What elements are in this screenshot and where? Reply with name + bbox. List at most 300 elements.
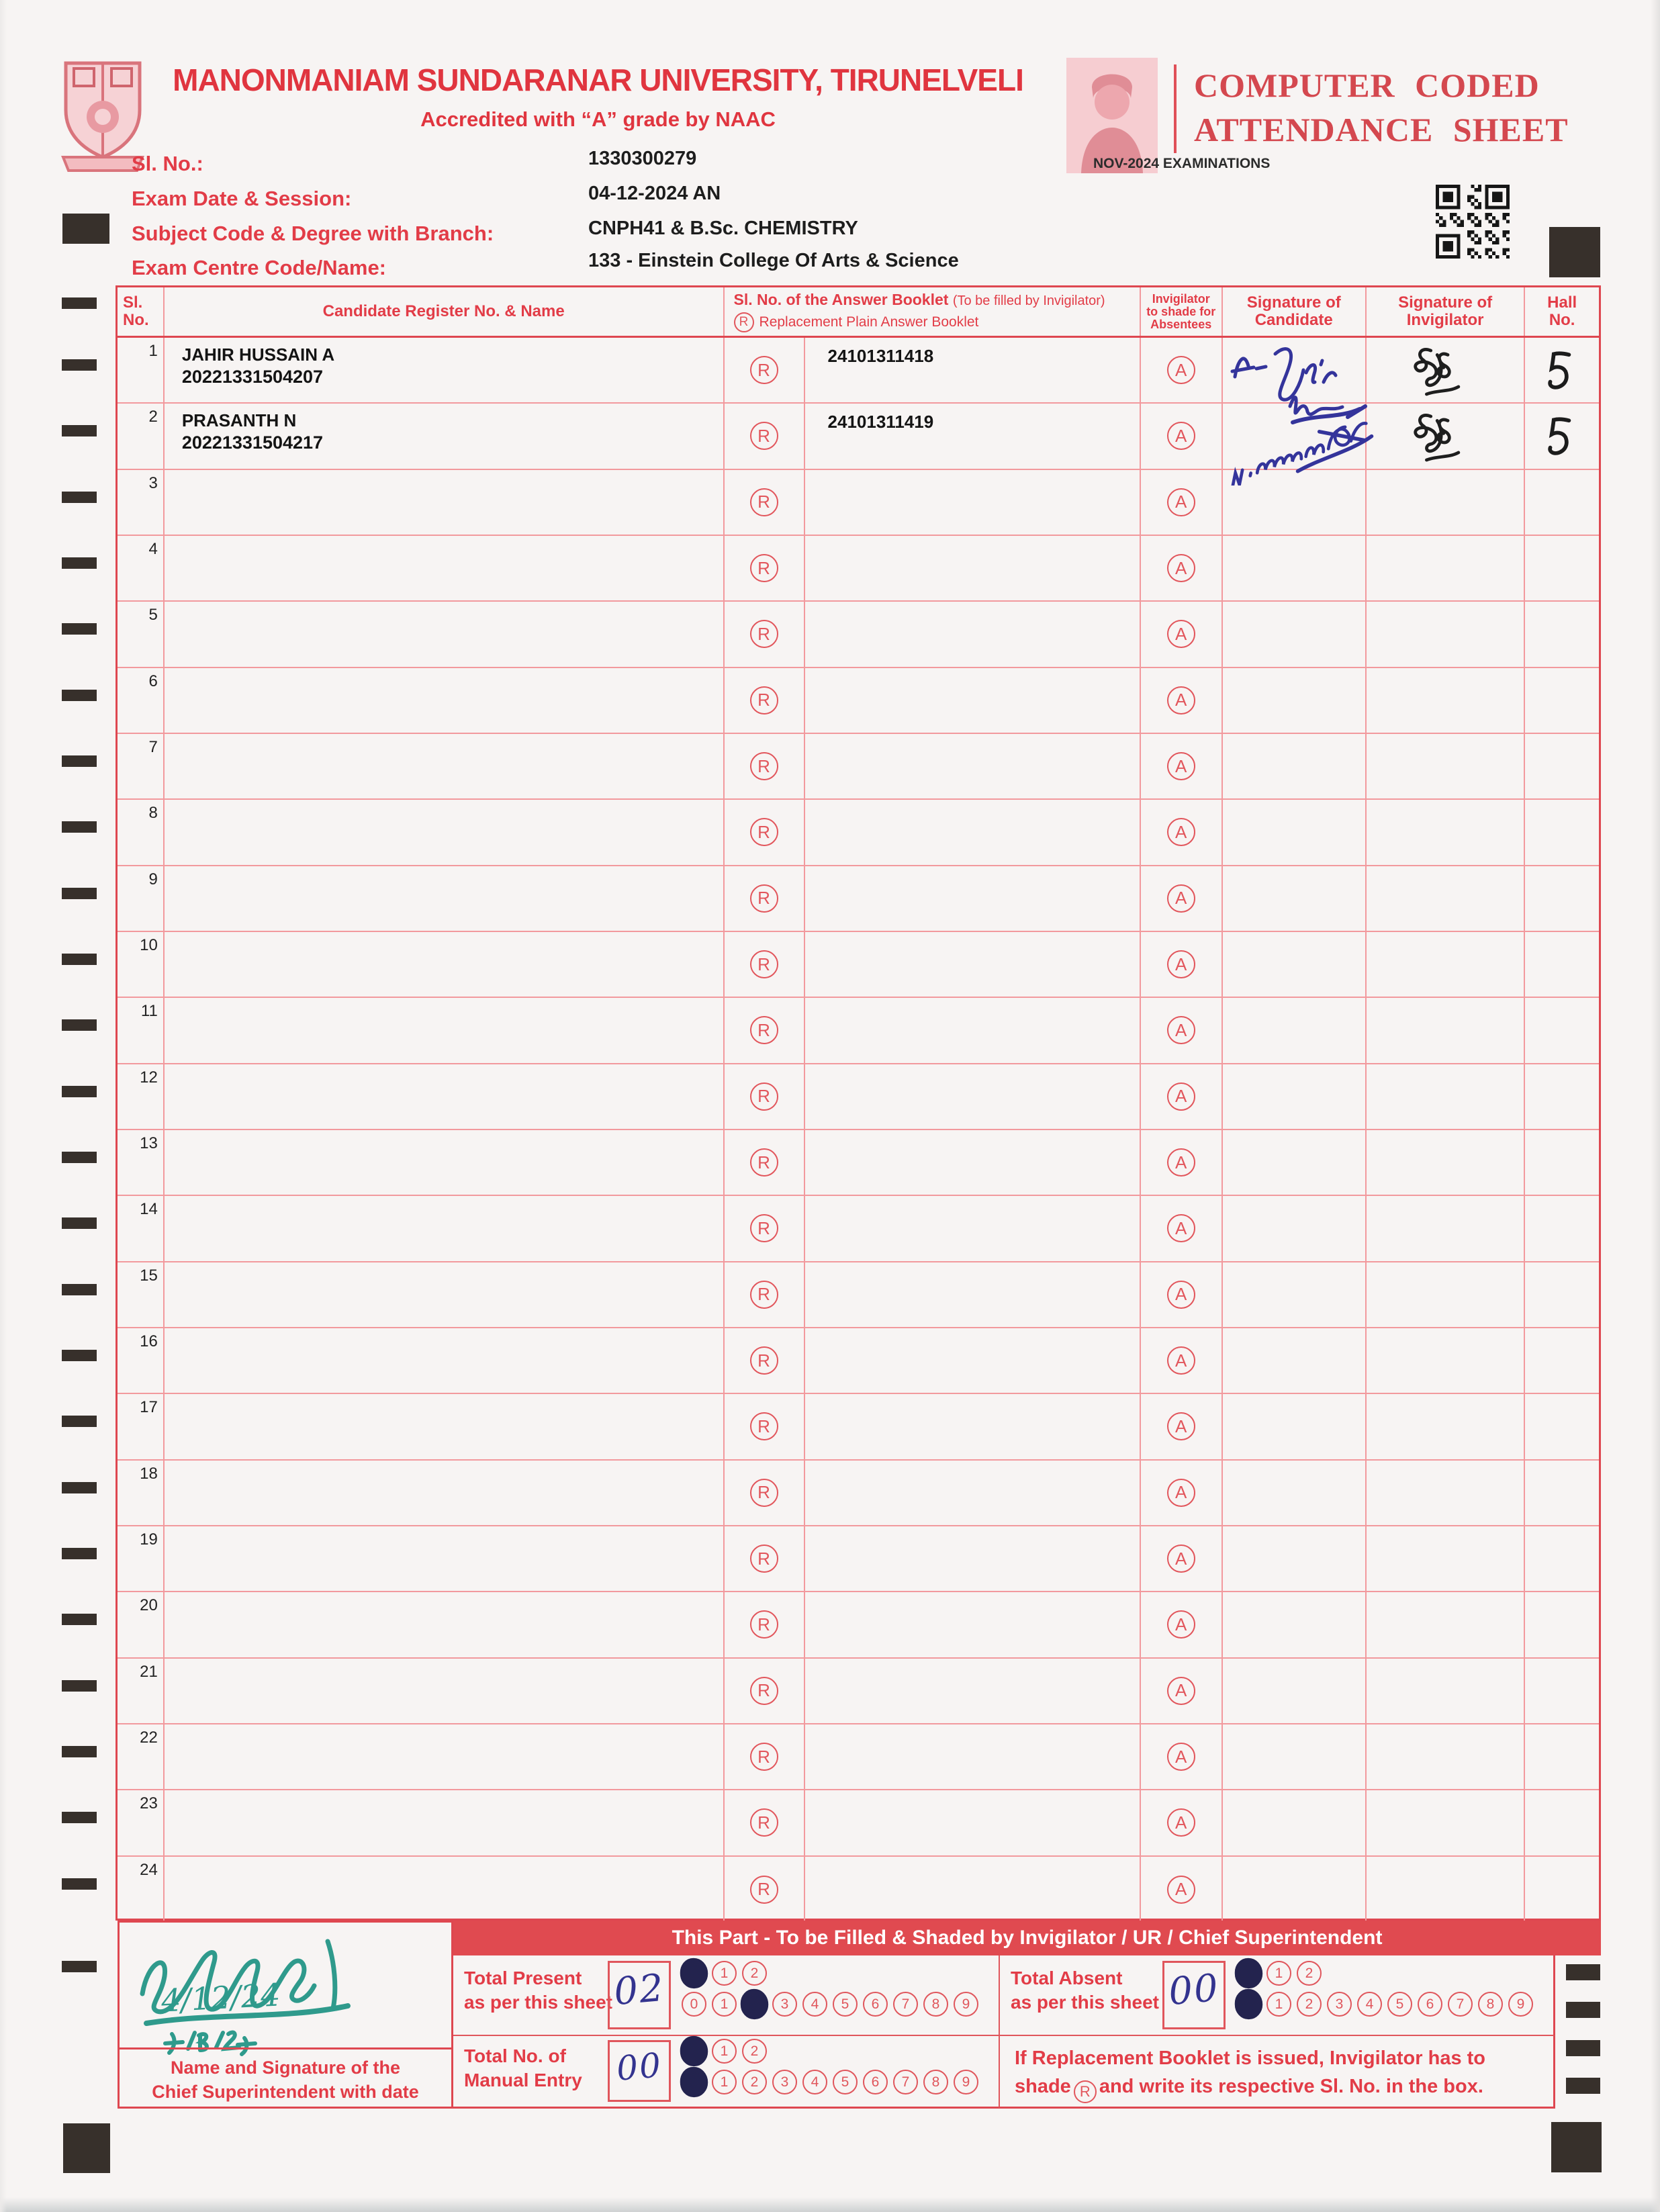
booklet-number[interactable]	[805, 1394, 1140, 1459]
booklet-number[interactable]	[805, 1526, 1140, 1591]
col-header-hall-no: Hall No.	[1547, 293, 1577, 329]
replacement-icon[interactable]: R	[750, 1082, 778, 1111]
hall-no-cell[interactable]	[1525, 1262, 1599, 1327]
booklet-number[interactable]	[805, 1262, 1140, 1327]
omr-bubble-3[interactable]: 3	[772, 1992, 797, 2017]
absentee-shade-cell[interactable]	[1141, 1526, 1223, 1591]
hall-no-cell[interactable]	[1525, 338, 1599, 402]
absent-icon[interactable]: A	[1167, 1876, 1195, 1904]
absent-icon[interactable]: A	[1167, 1281, 1195, 1309]
candidate-signature-cell[interactable]	[1223, 932, 1367, 997]
omr-bubble-2[interactable]: 2	[742, 1961, 767, 1986]
replacement-icon[interactable]: R	[750, 1808, 778, 1837]
omr-bubble-8[interactable]: 8	[923, 1992, 948, 2017]
replacement-bubble-cell[interactable]	[725, 866, 805, 931]
invigilator-signature-cell[interactable]	[1367, 602, 1525, 666]
omr-bubble-8[interactable]: 8	[1478, 1992, 1503, 2017]
invigilator-signature-cell[interactable]	[1367, 1262, 1525, 1327]
invigilator-signature-cell[interactable]	[1367, 1064, 1525, 1129]
hall-no-cell[interactable]	[1525, 800, 1599, 864]
hall-no-cell[interactable]	[1525, 668, 1599, 733]
replacement-bubble-cell[interactable]	[725, 1592, 805, 1657]
candidate-signature-cell[interactable]	[1223, 1328, 1367, 1393]
booklet-cell	[725, 1461, 1141, 1525]
replacement-icon[interactable]: R	[750, 1412, 778, 1440]
invigilator-signature-cell[interactable]	[1367, 404, 1525, 468]
table-body	[118, 338, 1599, 1923]
row-serial: 1	[148, 342, 158, 360]
candidate-signature-cell[interactable]	[1223, 536, 1367, 600]
invigilator-signature-cell[interactable]	[1367, 1724, 1525, 1789]
omr-bubble-2[interactable]: 2	[742, 2039, 767, 2064]
booklet-number[interactable]	[805, 1659, 1140, 1723]
omr-bubble-0[interactable]	[1235, 1989, 1262, 2019]
absent-icon[interactable]: A	[1167, 1082, 1195, 1111]
replacement-icon[interactable]: R	[750, 818, 778, 846]
absent-icon[interactable]: A	[1167, 1677, 1195, 1705]
hall-no-cell[interactable]	[1525, 932, 1599, 997]
row-sl-cell	[118, 734, 165, 798]
candidate-cell	[165, 1394, 725, 1459]
timing-mark	[62, 1086, 97, 1097]
replacement-bubble-cell[interactable]	[725, 800, 805, 864]
total-absent-cell	[999, 1955, 1555, 2036]
replacement-bubble-cell[interactable]	[725, 1328, 805, 1393]
replacement-icon[interactable]: R	[750, 1479, 778, 1507]
invigilator-signature-cell[interactable]	[1367, 1461, 1525, 1525]
replacement-bubble-cell[interactable]	[725, 932, 805, 997]
candidate-signature-cell[interactable]	[1223, 1394, 1367, 1459]
omr-bubble-6[interactable]: 6	[1418, 1992, 1442, 2017]
row-serial: 17	[140, 1398, 158, 1417]
replacement-icon[interactable]: R	[750, 554, 778, 582]
replacement-icon[interactable]: R	[750, 422, 778, 450]
replacement-bubble-cell[interactable]	[725, 1064, 805, 1129]
hall-no-cell[interactable]	[1525, 1461, 1599, 1525]
cell-divider	[120, 2047, 451, 2049]
row-serial: 19	[140, 1530, 158, 1549]
hall-no-cell[interactable]	[1525, 1790, 1599, 1855]
omr-bubble-5[interactable]: 5	[833, 2070, 858, 2094]
candidate-signature-ink	[1213, 398, 1381, 486]
candidate-cell	[165, 602, 725, 666]
absentee-shade-cell[interactable]	[1141, 800, 1223, 864]
timing-mark	[1566, 2002, 1600, 2018]
invigilator-signature-cell[interactable]	[1367, 338, 1525, 402]
replacement-bubble-cell[interactable]	[725, 602, 805, 666]
candidate-signature-cell[interactable]	[1223, 1461, 1367, 1525]
hall-no-cell[interactable]	[1525, 998, 1599, 1062]
booklet-cell	[725, 1262, 1141, 1327]
invigilator-signature-cell[interactable]	[1367, 1328, 1525, 1393]
omr-bubble-0[interactable]: 0	[682, 1992, 706, 2017]
omr-bubble-2[interactable]: 2	[1297, 1961, 1322, 1986]
total-present-cell	[453, 1955, 999, 2036]
candidate-signature-cell[interactable]	[1223, 1262, 1367, 1327]
candidate-signature-cell[interactable]	[1223, 1659, 1367, 1723]
absentee-shade-cell[interactable]	[1141, 338, 1223, 402]
timing-mark	[62, 1961, 97, 1972]
booklet-number[interactable]	[805, 536, 1140, 600]
booklet-cell	[725, 404, 1141, 468]
hall-no-cell[interactable]	[1525, 1592, 1599, 1657]
booklet-number[interactable]	[805, 470, 1140, 535]
absent-icon[interactable]: A	[1167, 1412, 1195, 1440]
table-row	[118, 1461, 1599, 1526]
omr-bubble-8[interactable]: 8	[923, 2070, 948, 2094]
replacement-icon[interactable]: R	[750, 1281, 778, 1309]
booklet-number[interactable]	[805, 734, 1140, 798]
booklet-cell	[725, 866, 1141, 931]
replacement-bubble-cell[interactable]	[725, 1659, 805, 1723]
absentee-shade-cell[interactable]	[1141, 866, 1223, 931]
booklet-cell	[725, 338, 1141, 402]
candidate-signature-cell[interactable]	[1223, 998, 1367, 1062]
omr-bubble-0[interactable]	[680, 2036, 708, 2066]
candidate-signature-cell[interactable]	[1223, 338, 1367, 402]
absentee-shade-cell[interactable]	[1141, 734, 1223, 798]
total-absent-box[interactable]	[1162, 1961, 1226, 2029]
hall-no-cell[interactable]	[1525, 470, 1599, 535]
replacement-icon[interactable]: R	[750, 620, 778, 648]
booklet-number[interactable]	[805, 998, 1140, 1062]
hall-no-cell[interactable]	[1525, 1394, 1599, 1459]
total-present-box[interactable]	[608, 1961, 671, 2029]
replacement-bubble-cell[interactable]	[725, 734, 805, 798]
candidate-signature-cell[interactable]	[1223, 1196, 1367, 1260]
replacement-icon: R	[1074, 2080, 1097, 2103]
omr-bubble-3[interactable]: 3	[772, 2070, 797, 2094]
absent-icon[interactable]: A	[1167, 1214, 1195, 1242]
table-row	[118, 1592, 1599, 1658]
replacement-note: If Replacement Booklet is issued, Invigilator has to shade R and write its respective Sl. No. in the box.	[1015, 2044, 1485, 2103]
absent-icon[interactable]: A	[1167, 686, 1195, 715]
hall-no-cell[interactable]	[1525, 404, 1599, 468]
omr-bubble-1[interactable]: 1	[712, 2070, 737, 2094]
candidate-signature-cell[interactable]	[1223, 668, 1367, 733]
invigilator-signature-cell[interactable]	[1367, 1196, 1525, 1260]
omr-bubble-5[interactable]: 5	[1387, 1992, 1412, 2017]
absent-icon[interactable]: A	[1167, 1479, 1195, 1507]
candidate-cell	[165, 1526, 725, 1591]
hall-no-cell[interactable]	[1525, 1659, 1599, 1723]
row-serial: 18	[140, 1464, 158, 1483]
booklet-number[interactable]: 24101311418	[827, 346, 934, 366]
replacement-bubble-cell[interactable]	[725, 1196, 805, 1260]
absentee-shade-cell[interactable]	[1141, 1857, 1223, 1923]
omr-bubble-3[interactable]: 3	[1327, 1992, 1352, 2017]
replacement-icon[interactable]: R	[750, 356, 778, 384]
hall-no-cell[interactable]	[1525, 602, 1599, 666]
absentee-shade-cell[interactable]	[1141, 998, 1223, 1062]
omr-bubble-7[interactable]: 7	[893, 2070, 918, 2094]
invigilator-signature-cell[interactable]	[1367, 1857, 1525, 1923]
university-name: MANONMANIAM SUNDARANAR UNIVERSITY, TIRUNELVELI	[173, 62, 1023, 97]
absent-icon[interactable]: A	[1167, 356, 1195, 384]
candidate-cell	[165, 1857, 725, 1923]
booklet-number[interactable]: 24101311419	[827, 412, 934, 432]
replacement-bubble-cell[interactable]	[725, 1394, 805, 1459]
invigilator-summary-section	[118, 1921, 1601, 2109]
omr-bubble-7[interactable]: 7	[1448, 1992, 1473, 2017]
absent-icon[interactable]: A	[1167, 488, 1195, 516]
row-sl-cell	[118, 1526, 165, 1591]
registration-mark	[1549, 227, 1600, 277]
absent-icon[interactable]: A	[1167, 554, 1195, 582]
omr-bubble-9[interactable]: 9	[954, 1992, 978, 2017]
booklet-cell	[725, 1064, 1141, 1129]
hall-no-cell[interactable]	[1525, 1064, 1599, 1129]
replacement-bubble-cell[interactable]	[725, 536, 805, 600]
replacement-bubble-cell[interactable]	[725, 470, 805, 535]
candidate-signature-cell[interactable]	[1223, 800, 1367, 864]
candidate-cell	[165, 1196, 725, 1260]
invigilator-signature-cell[interactable]	[1367, 734, 1525, 798]
col-header-signature-candidate: Signature of Candidate	[1223, 287, 1367, 336]
booklet-number[interactable]	[805, 1461, 1140, 1525]
table-row	[118, 1262, 1599, 1328]
replacement-bubble-cell[interactable]	[725, 1130, 805, 1195]
row-serial: 22	[140, 1728, 158, 1747]
absentee-shade-cell[interactable]	[1141, 668, 1223, 733]
field-label-exam-date: Exam Date & Session:	[132, 187, 352, 210]
hall-no-cell[interactable]	[1525, 1130, 1599, 1195]
absentee-shade-cell[interactable]	[1141, 1724, 1223, 1789]
row-sl-cell	[118, 1461, 165, 1525]
absentee-shade-cell[interactable]	[1141, 1262, 1223, 1327]
replacement-icon[interactable]: R	[750, 884, 778, 913]
candidate-signature-cell[interactable]	[1223, 866, 1367, 931]
omr-bubble-1[interactable]: 1	[1266, 1992, 1291, 2017]
omr-bubble-9[interactable]: 9	[1508, 1992, 1533, 2017]
invigilator-signature-cell[interactable]	[1367, 1659, 1525, 1723]
row-sl-cell	[118, 1394, 165, 1459]
omr-bubble-1[interactable]: 1	[712, 2039, 737, 2064]
replacement-bubble-cell[interactable]	[725, 338, 805, 402]
hall-no-cell[interactable]	[1525, 1724, 1599, 1789]
replacement-icon[interactable]: R	[750, 1610, 778, 1639]
replacement-icon[interactable]: R	[750, 1016, 778, 1044]
candidate-signature-cell[interactable]	[1223, 1130, 1367, 1195]
invigilator-signature-cell[interactable]	[1367, 1130, 1525, 1195]
candidate-signature-cell[interactable]	[1223, 404, 1367, 468]
omr-bubble-1[interactable]: 1	[1266, 1961, 1291, 1986]
booklet-number[interactable]	[805, 932, 1140, 997]
booklet-number[interactable]	[805, 1064, 1140, 1129]
booklet-number[interactable]	[805, 602, 1140, 666]
booklet-cell	[725, 1394, 1141, 1459]
booklet-number[interactable]	[805, 866, 1140, 931]
invigilator-signature-cell[interactable]	[1367, 932, 1525, 997]
row-sl-cell	[118, 1724, 165, 1789]
hall-no-cell[interactable]	[1525, 536, 1599, 600]
table-row	[118, 1196, 1599, 1262]
candidate-signature-cell[interactable]	[1223, 1857, 1367, 1923]
omr-bubble-1[interactable]: 1	[712, 1961, 737, 1986]
replacement-icon[interactable]: R	[750, 686, 778, 715]
timing-mark	[62, 1680, 97, 1692]
absent-icon[interactable]: A	[1167, 950, 1195, 978]
booklet-number[interactable]	[805, 1592, 1140, 1657]
scan-edge	[0, 2197, 1660, 2212]
replacement-icon[interactable]: R	[750, 1214, 778, 1242]
booklet-number[interactable]	[805, 1790, 1140, 1855]
omr-bubble-9[interactable]: 9	[954, 2070, 978, 2094]
absentee-shade-cell[interactable]	[1141, 1461, 1223, 1525]
replacement-bubble-cell[interactable]	[725, 1461, 805, 1525]
absent-icon[interactable]: A	[1167, 818, 1195, 846]
absent-icon[interactable]: A	[1167, 752, 1195, 780]
field-label-exam-centre: Exam Centre Code/Name:	[132, 256, 387, 279]
absent-icon[interactable]: A	[1167, 620, 1195, 648]
timing-mark	[62, 888, 97, 899]
invigilator-signature-cell[interactable]	[1367, 536, 1525, 600]
omr-bubble-2[interactable]: 2	[742, 2070, 767, 2094]
absent-icon[interactable]: A	[1167, 1545, 1195, 1573]
hall-no-cell[interactable]	[1525, 1526, 1599, 1591]
booklet-number[interactable]	[805, 668, 1140, 733]
omr-bubble-6[interactable]: 6	[863, 2070, 888, 2094]
field-value-subject-code: CNPH41 & B.Sc. CHEMISTRY	[588, 218, 858, 239]
absentee-shade-cell[interactable]	[1141, 1659, 1223, 1723]
replacement-bubble-cell[interactable]	[725, 1857, 805, 1923]
absent-icon[interactable]: A	[1167, 1610, 1195, 1639]
absentee-shade-cell[interactable]	[1141, 932, 1223, 997]
invigilator-signature-cell[interactable]	[1367, 800, 1525, 864]
replacement-icon[interactable]: R	[750, 752, 778, 780]
row-sl-cell	[118, 1328, 165, 1393]
booklet-number[interactable]	[805, 1130, 1140, 1195]
booklet-number[interactable]	[805, 1328, 1140, 1393]
omr-bubble-0[interactable]	[680, 1958, 708, 1988]
invigilator-signature-cell[interactable]	[1367, 1394, 1525, 1459]
candidate-signature-cell[interactable]	[1223, 1592, 1367, 1657]
replacement-icon[interactable]: R	[750, 950, 778, 978]
absentee-shade-cell[interactable]	[1141, 470, 1223, 535]
manual-entry-box[interactable]	[608, 2040, 671, 2102]
booklet-cell	[725, 602, 1141, 666]
omr-bubble-2[interactable]	[741, 1989, 768, 2019]
table-header-row	[118, 287, 1599, 338]
candidate-signature-cell[interactable]	[1223, 734, 1367, 798]
replacement-bubble-cell[interactable]	[725, 668, 805, 733]
total-present-label: Total Present as per this sheet	[464, 1968, 612, 2013]
omr-bubble-0[interactable]	[1235, 1958, 1262, 1988]
absentee-shade-cell[interactable]	[1141, 1196, 1223, 1260]
replacement-icon[interactable]: R	[750, 488, 778, 516]
invigilator-signature-cell[interactable]	[1367, 470, 1525, 535]
col-header-candidate: Candidate Register No. & Name	[165, 287, 725, 336]
absent-icon[interactable]: A	[1167, 422, 1195, 450]
candidate-signature-cell[interactable]	[1223, 1064, 1367, 1129]
omr-bubble-4[interactable]: 4	[802, 1992, 827, 2017]
booklet-number[interactable]	[805, 1196, 1140, 1260]
absentee-shade-cell[interactable]	[1141, 602, 1223, 666]
row-sl-cell	[118, 1857, 165, 1923]
absentee-shade-cell[interactable]	[1141, 536, 1223, 600]
candidate-signature-cell[interactable]	[1223, 1526, 1367, 1591]
absent-icon[interactable]: A	[1167, 1016, 1195, 1044]
absent-icon[interactable]: A	[1167, 884, 1195, 913]
candidate-cell	[165, 1064, 725, 1129]
replacement-bubble-cell[interactable]	[725, 1724, 805, 1789]
row-sl-cell	[118, 536, 165, 600]
omr-bubble-0[interactable]	[680, 2067, 708, 2097]
booklet-number[interactable]	[805, 800, 1140, 864]
hall-no-cell[interactable]	[1525, 1328, 1599, 1393]
replacement-bubble-cell[interactable]	[725, 998, 805, 1062]
absentee-shade-cell[interactable]	[1141, 1790, 1223, 1855]
omr-bubble-4[interactable]: 4	[802, 2070, 827, 2094]
replacement-icon[interactable]: R	[750, 1743, 778, 1771]
invigilator-signature-cell[interactable]	[1367, 1592, 1525, 1657]
absentee-shade-cell[interactable]	[1141, 1064, 1223, 1129]
replacement-bubble-cell[interactable]	[725, 1262, 805, 1327]
invigilator-signature-cell[interactable]	[1367, 998, 1525, 1062]
booklet-cell	[725, 1130, 1141, 1195]
absent-icon[interactable]: A	[1167, 1743, 1195, 1771]
omr-bubble-6[interactable]: 6	[863, 1992, 888, 2017]
invigilator-signature-cell[interactable]	[1367, 1790, 1525, 1855]
booklet-number[interactable]	[805, 1724, 1140, 1789]
candidate-signature-cell[interactable]	[1223, 1790, 1367, 1855]
absent-icon[interactable]: A	[1167, 1808, 1195, 1837]
booklet-number[interactable]	[805, 1857, 1140, 1923]
table-row	[118, 338, 1599, 404]
candidate-cell	[165, 1262, 725, 1327]
hall-no-cell[interactable]	[1525, 734, 1599, 798]
replacement-bubble-cell[interactable]	[725, 1526, 805, 1591]
absent-icon[interactable]: A	[1167, 1148, 1195, 1177]
absentee-shade-cell[interactable]	[1141, 1394, 1223, 1459]
manual-entry-value: 00	[614, 2045, 664, 2088]
invigilator-signature-cell[interactable]	[1367, 668, 1525, 733]
omr-bubble-5[interactable]: 5	[833, 1992, 858, 2017]
timing-mark	[62, 1019, 97, 1031]
replacement-bubble-cell[interactable]	[725, 1790, 805, 1855]
absentee-shade-cell[interactable]	[1141, 1592, 1223, 1657]
omr-bubble-4[interactable]: 4	[1357, 1992, 1382, 2017]
total-absent-label: Total Absent as per this sheet	[1011, 1968, 1159, 2013]
candidate-signature-cell[interactable]	[1223, 1724, 1367, 1789]
omr-bubble-2[interactable]: 2	[1297, 1992, 1322, 2017]
table-row	[118, 1659, 1599, 1724]
absentee-shade-cell[interactable]	[1141, 404, 1223, 468]
candidate-signature-cell[interactable]	[1223, 602, 1367, 666]
replacement-icon: R	[734, 312, 754, 332]
absentee-shade-cell[interactable]	[1141, 1328, 1223, 1393]
absentee-shade-cell[interactable]	[1141, 1130, 1223, 1195]
invigilator-signature-cell[interactable]	[1367, 1526, 1525, 1591]
invigilator-signature-cell[interactable]	[1367, 866, 1525, 931]
table-row	[118, 536, 1599, 602]
absent-icon[interactable]: A	[1167, 1346, 1195, 1375]
hall-no-cell[interactable]	[1525, 1196, 1599, 1260]
hall-no-cell[interactable]	[1525, 866, 1599, 931]
omr-bubble-1[interactable]: 1	[712, 1992, 737, 2017]
replacement-icon[interactable]: R	[750, 1545, 778, 1573]
replacement-icon[interactable]: R	[750, 1876, 778, 1904]
table-row	[118, 734, 1599, 800]
replacement-icon[interactable]: R	[750, 1677, 778, 1705]
field-value-sl-no: 1330300279	[588, 148, 697, 169]
replacement-icon[interactable]: R	[750, 1148, 778, 1177]
omr-bubble-7[interactable]: 7	[893, 1992, 918, 2017]
row-serial: 4	[148, 539, 158, 558]
hall-no-cell[interactable]	[1525, 1857, 1599, 1923]
replacement-icon[interactable]: R	[750, 1346, 778, 1375]
replacement-bubble-cell[interactable]	[725, 404, 805, 468]
